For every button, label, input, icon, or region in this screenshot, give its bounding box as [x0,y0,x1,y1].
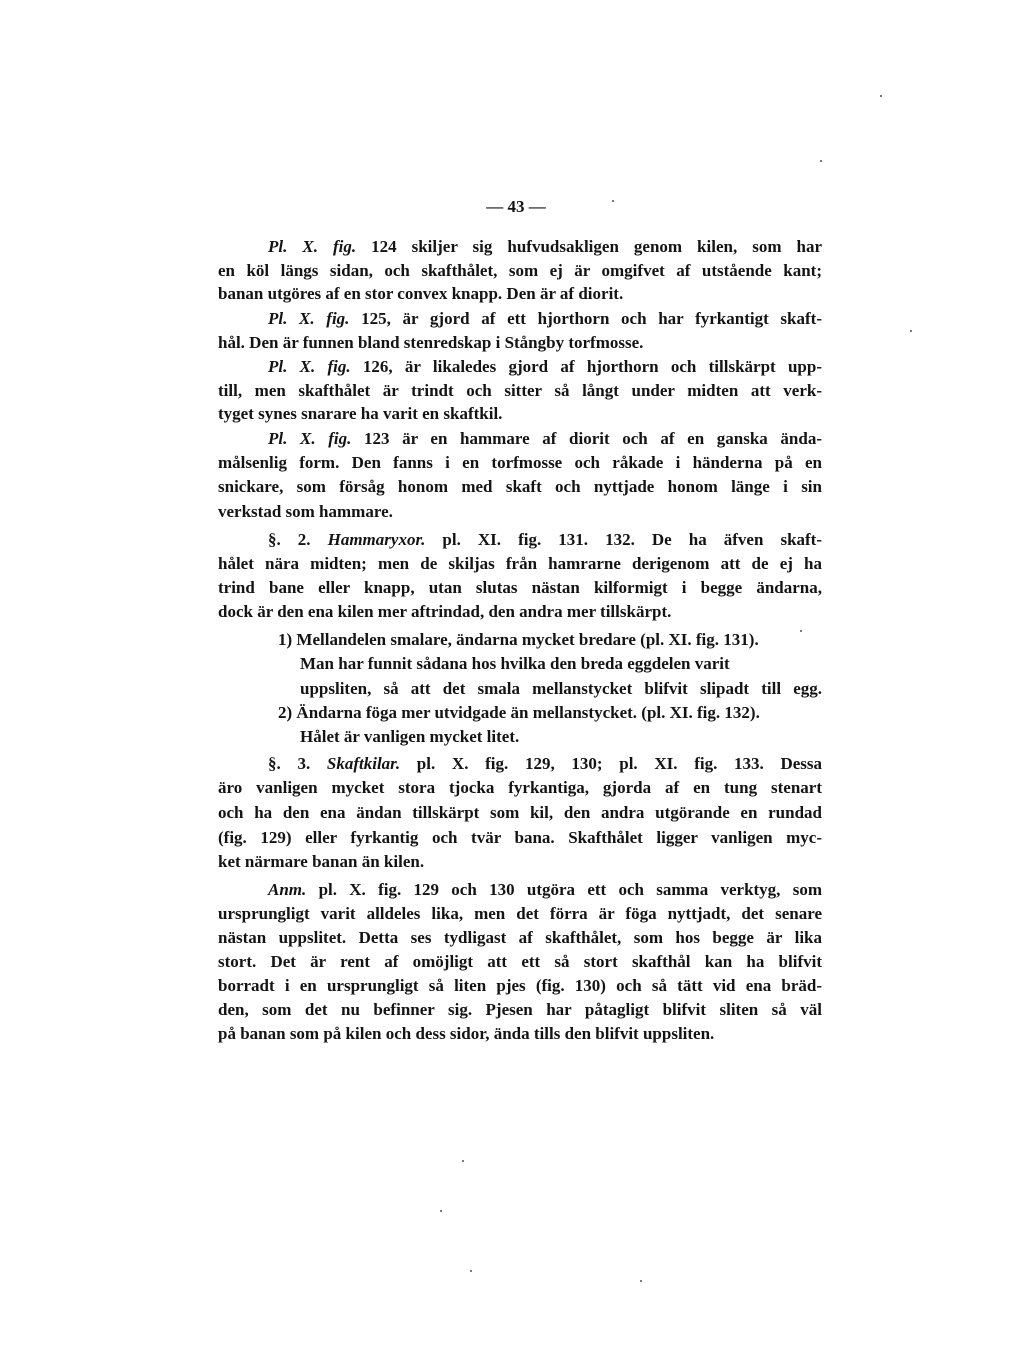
line-text: ket närmare banan än kilen. [218,852,425,871]
italic-reference: Hammaryxor. [327,530,426,549]
italic-reference: Pl. X. fig. [268,309,350,328]
line-text: §. 2. [268,530,328,549]
line-text: pl. X. fig. 129, 130; pl. XI. fig. 133. Dessa [400,754,823,773]
italic-reference: Skaftkilar. [326,754,401,773]
line-text: en köl längs sidan, och skafthålet, som ej är omgifvet af utstående kant; [218,261,822,280]
line-text: 125, är gjord af ett hjorthorn och har fyrkantigt skaft- [349,309,822,328]
scan-speck [612,200,614,202]
text-line [300,727,822,747]
line-text: pl. XI. fig. 131. 132. De ha äfven skaft- [425,530,823,549]
scan-speck [440,1210,442,1212]
line-text: hålet nära midten; men de skiljas från hamrarne derigenom att de ej ha [218,554,822,573]
text-line [218,261,822,281]
line-text: målsenlig form. Den fanns i en torfmosse och råkade i händerna på en [218,453,822,472]
text-line [268,309,822,329]
line-text: snickare, som försåg honom med skaft och nyttjade honom länge i sin [218,477,822,496]
text-line [218,1024,822,1044]
line-text: och ha den ena ändan tillskärpt som kil, den andra utgörande en rundad [218,803,822,822]
text-line [218,477,822,497]
scan-speck [800,630,802,632]
line-text: till, men skafthålet är trindt och sitter så långt under midten att verk- [218,381,822,400]
text-line [218,828,822,848]
text-line [218,333,822,353]
line-text: (fig. 129) eller fyrkantig och tvär bana. Skafthålet ligger vanligen myc- [218,828,822,847]
scan-speck [880,95,882,97]
scan-speck [820,160,822,162]
text-line [218,602,822,622]
scan-speck [640,1280,642,1282]
text-line [218,803,822,823]
italic-reference: Anm. [268,880,307,899]
text-line [218,578,822,598]
text-line [268,530,822,550]
text-line [268,429,822,449]
line-text: nästan uppslitet. Detta ses tydligast af skafthålet, som hos begge är lika [218,928,822,947]
line-text: 124 skiljer sig hufvudsakligen genom kilen, som har [356,237,822,256]
line-text: verkstad som hammare. [218,502,393,521]
line-text: stort. Det är rent af omöjligt att ett så stort skafthål kan ha blifvit [218,952,822,971]
text-line [278,630,822,650]
line-text: ursprungligt varit alldeles lika, men det förra är föga nyttjadt, det senare [218,904,822,923]
line-text: dock är den ena kilen mer aftrindad, den andra mer tillskärpt. [218,602,672,621]
line-text: borradt i en ursprungligt så liten pjes (fig. 130) och så tätt vid ena bräd- [218,976,822,995]
line-text: Man har funnit sådana hos hvilka den breda eggdelen varit [300,654,730,673]
line-text: tyget synes snarare ha varit en skaftkil. [218,404,503,423]
scan-speck [470,1270,472,1272]
line-text: §. 3. [268,754,327,773]
line-text: banan utgöres af en stor convex knapp. Den är af diorit. [218,284,624,303]
line-text: 2) Ändarna föga mer utvidgade än mellanstycket. (pl. XI. fig. 132). [278,703,760,722]
line-text: äro vanligen mycket stora tjocka fyrkantiga, gjorda af en tung stenart [218,778,822,797]
text-line [218,404,822,424]
text-line [300,654,822,674]
text-line [218,453,822,473]
text-line [268,880,822,900]
line-text: 126, är likaledes gjord af hjorthorn och tillskärpt upp- [350,357,822,376]
line-text: hål. Den är funnen bland stenredskap i Stångby torfmosse. [218,333,644,352]
line-text: trind bane eller knapp, utan slutas nästan kilformigt i begge ändarna, [218,578,822,597]
line-text: den, som det nu befinner sig. Pjesen har påtagligt blifvit sliten så väl [218,1000,822,1019]
italic-reference: Pl. X. fig. [268,429,352,448]
text-line [218,928,822,948]
text-line [218,904,822,924]
line-text: på banan som på kilen och dess sidor, ända tills den blifvit uppsliten. [218,1024,715,1043]
text-line [218,284,822,304]
italic-reference: Pl. X. fig. [268,237,357,256]
line-text: uppsliten, så att det smala mellanstycket blifvit slipadt till egg. [300,679,822,698]
text-line [218,502,822,522]
scan-speck [462,1160,464,1162]
line-text: Hålet är vanligen mycket litet. [300,727,520,746]
text-line [218,1000,822,1020]
text-line [300,679,822,699]
line-text: pl. X. fig. 129 och 130 utgöra ett och samma verktyg, som [306,880,822,899]
text-line [268,237,822,257]
text-line [218,976,822,996]
text-line [268,357,822,377]
line-text: 1) Mellandelen smalare, ändarna mycket bredare (pl. XI. fig. 131). [278,630,759,649]
text-line [278,703,822,723]
text-line [218,778,822,798]
italic-reference: Pl. X. fig. [268,357,351,376]
text-line [218,381,822,401]
scan-speck [910,330,912,332]
text-line [218,852,822,872]
text-line [218,952,822,972]
line-text: 123 är en hammare af diorit och af en ganska ända- [351,429,822,448]
text-line [268,754,822,774]
text-line [218,554,822,574]
page-number: — 43 — [486,197,546,216]
